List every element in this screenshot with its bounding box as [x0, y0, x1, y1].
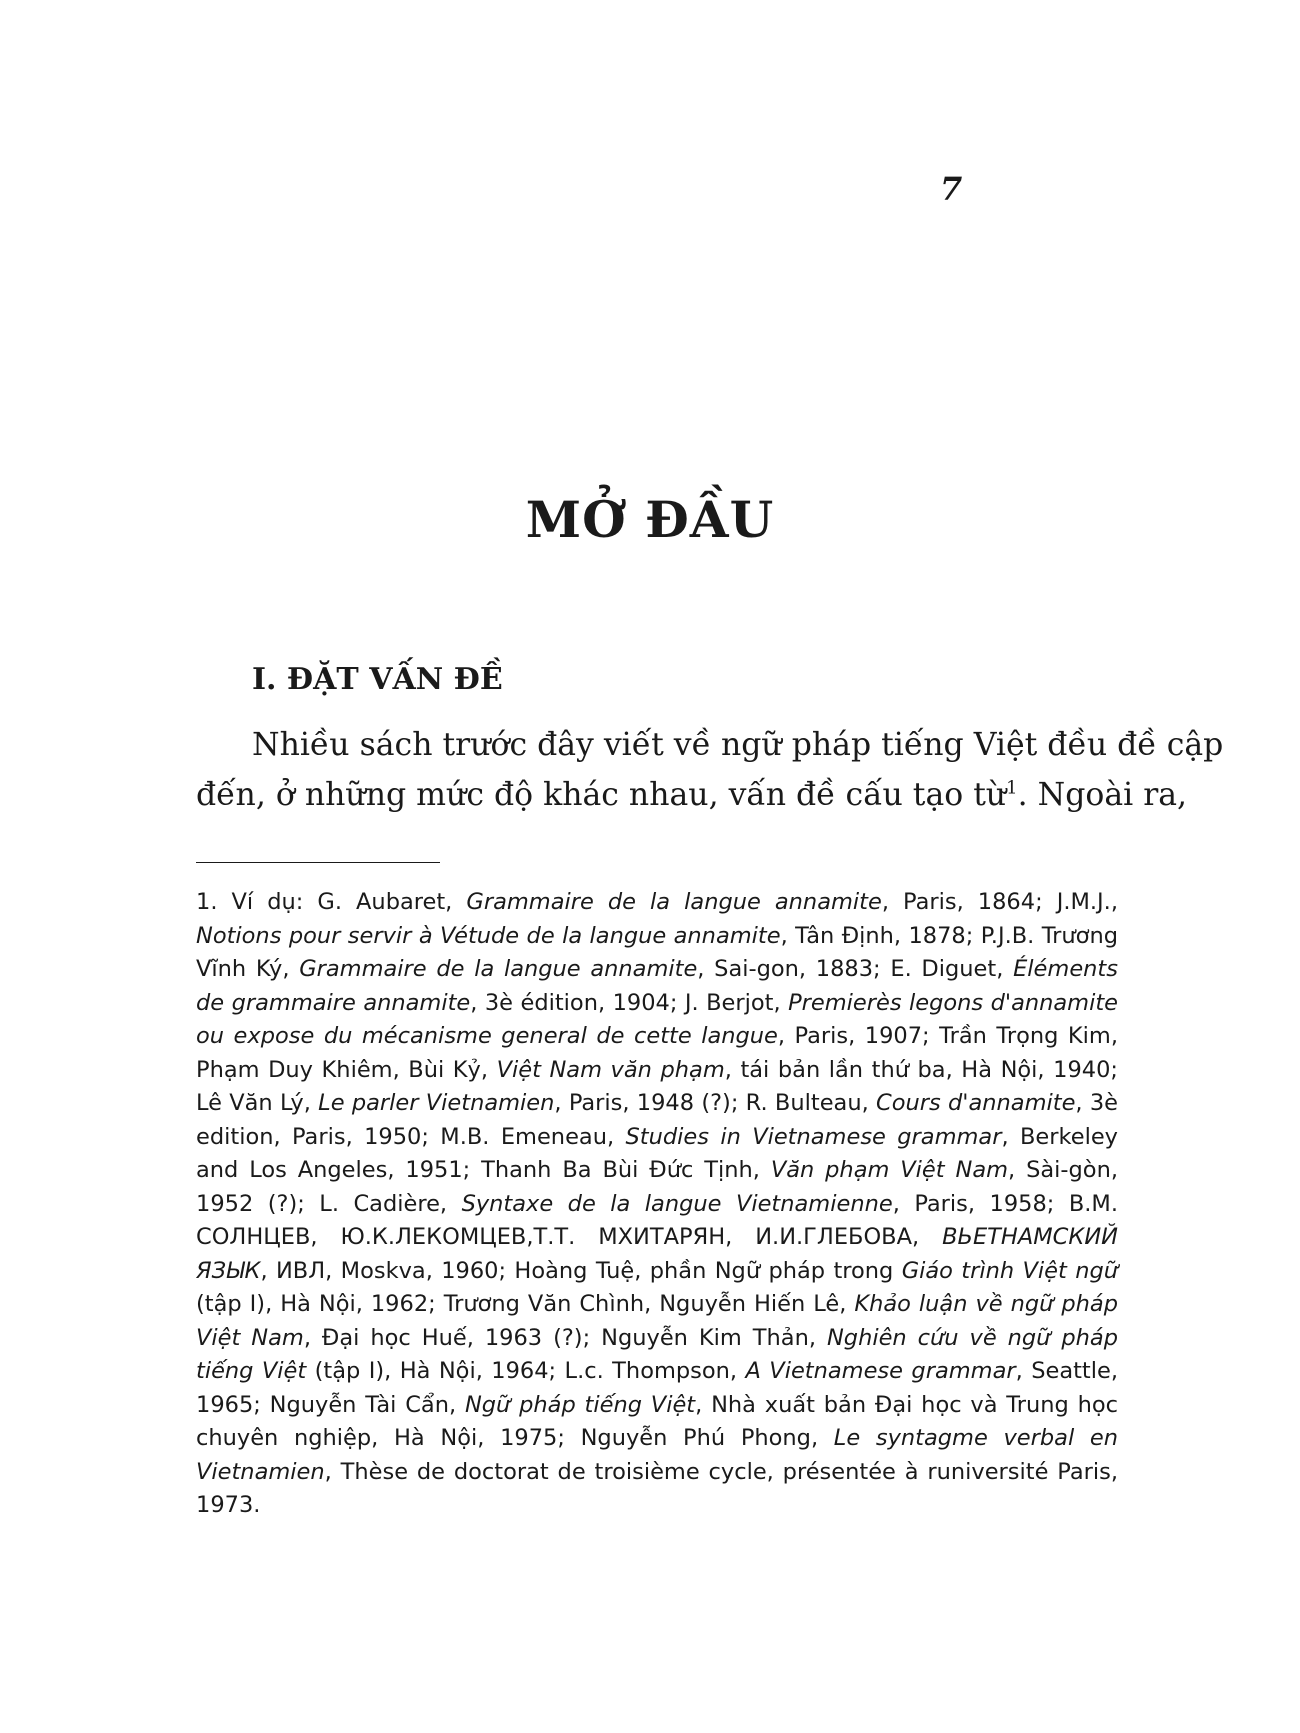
footnote-marker: 1. [196, 889, 218, 915]
page-number: 7 [940, 170, 963, 208]
footnote-text: , Sài-gòn, 1952 (?); L. Cadière, [196, 1157, 1118, 1217]
footnote-title: Premierès legons d'annamite ou expose du mécanisme general de cette langue [196, 989, 1118, 1049]
footnote-title: ВЬЕТНАМСКИЙ ЯЗЫК [196, 1224, 1118, 1284]
footnote-title: Le syntagme verbal en Vietnamien [196, 1425, 1118, 1485]
footnote-title: Cours d'annamite [876, 1090, 1076, 1116]
footnote-title: Nghiên cứu về ngữ pháp tiếng Việt [196, 1324, 1118, 1384]
footnote-text: , Paris, 1864; J.M.J., [881, 889, 1118, 915]
footnote-title: Le parler Vietnamien [318, 1090, 555, 1116]
body-line-1: Nhiều sách trước đây viết về ngữ pháp tiếng Việt đều đề cập [252, 727, 1224, 763]
footnote-text: , Nhà xuất bản Đại học và Trung học chuyên nghiệp, Hà Nội, 1975; Nguyễn Phú Phong, [196, 1391, 1118, 1451]
footnote-title: Grammaire de la langue annamite [299, 956, 698, 982]
footnote-text: , Berkeley and Los Angeles, 1951; Thanh Ba Bùi Đức Tịnh, [196, 1123, 1118, 1183]
footnote-text: , Seattle, 1965; Nguyễn Tài Cẩn, [196, 1358, 1118, 1418]
footnote-body [196, 889, 1118, 1518]
footnote-text: , Paris, 1948 (?); R. Bulteau, [554, 1090, 877, 1116]
footnote-divider [196, 862, 440, 863]
footnote-title: A Vietnamese grammar [745, 1358, 1016, 1384]
footnote-text: , Tân Định, 1878; P.J.B. Trương Vĩnh Ký, [196, 922, 1118, 982]
body-line-2-text: đến, ở những mức độ khác nhau, vấn đề cấu tạo từ [196, 777, 1007, 813]
footnote-text: , Đại học Huế, 1963 (?); Nguyễn Kim Thản, [303, 1324, 827, 1351]
footnote-text: , ИВЛ, Moskva, 1960; Hoàng Tuệ, phần Ngữ pháp trong [260, 1257, 902, 1284]
footnote-reference: 1 [1006, 777, 1018, 799]
footnote-text: , tái bản lần thứ ba, Hà Nội, 1940; Lê Văn Lý, [196, 1056, 1118, 1116]
body-line-2-tail: . Ngoài ra, [1017, 777, 1188, 813]
footnote-title: Khảo luận về ngữ pháp Việt Nam [196, 1291, 1119, 1351]
footnote [196, 886, 1118, 1523]
footnote-text: , Paris, 1958; B.M. СОЛНЦЕВ, Ю.К.ЛЕКОМЦЕВ,Т.Т. МХИТАРЯН, И.И.ГЛЕБОВА, [196, 1190, 1118, 1250]
footnote-text: , 3è édition, 1904; J. Berjot, [470, 989, 789, 1016]
footnote-title: Studies in Vietnamese grammar [625, 1123, 1002, 1150]
footnote-title: Notions pour servir à Vétude de la langue annamite [196, 922, 781, 949]
footnote-title: Giáo trình Việt ngữ [901, 1257, 1118, 1284]
chapter-title: MỞ ĐẦU [525, 490, 775, 549]
footnote-text: , 3è edition, Paris, 1950; M.B. Emeneau, [196, 1090, 1119, 1150]
footnote-text: (tập I), Hà Nội, 1962; Trương Văn Chình, Nguyễn Hiến Lê, [196, 1291, 855, 1317]
footnote-title: Việt Nam văn phạm [496, 1056, 725, 1083]
footnote-text: , Paris, 1907; Trần Trọng Kim, Phạm Duy Khiêm, Bùi Kỷ, [196, 1023, 1118, 1083]
footnote-text: (tập I), Hà Nội, 1964; L.c. Thompson, [306, 1358, 746, 1384]
footnote-text: , Sai-gon, 1883; E. Diguet, [697, 956, 1014, 982]
footnote-title: Văn phạm Việt Nam [770, 1157, 1009, 1183]
body-line-2 [196, 770, 1188, 820]
footnote-title: Éléments de grammaire annamite [196, 956, 1118, 1016]
footnote-title: Syntaxe de la langue Vietnamienne [461, 1190, 893, 1217]
section-heading: I. ĐẶT VẤN ĐỀ [252, 662, 503, 697]
footnote-title: Ngữ pháp tiếng Việt [464, 1391, 696, 1418]
body-paragraph [196, 720, 1224, 820]
footnote-title: Grammaire de la langue annamite [466, 889, 882, 915]
footnote-text: Ví dụ: G. Aubaret, [231, 889, 467, 915]
footnote-text: , Thèse de doctorat de troisième cycle, présentée à runiversité Paris, 1973. [196, 1458, 1118, 1518]
